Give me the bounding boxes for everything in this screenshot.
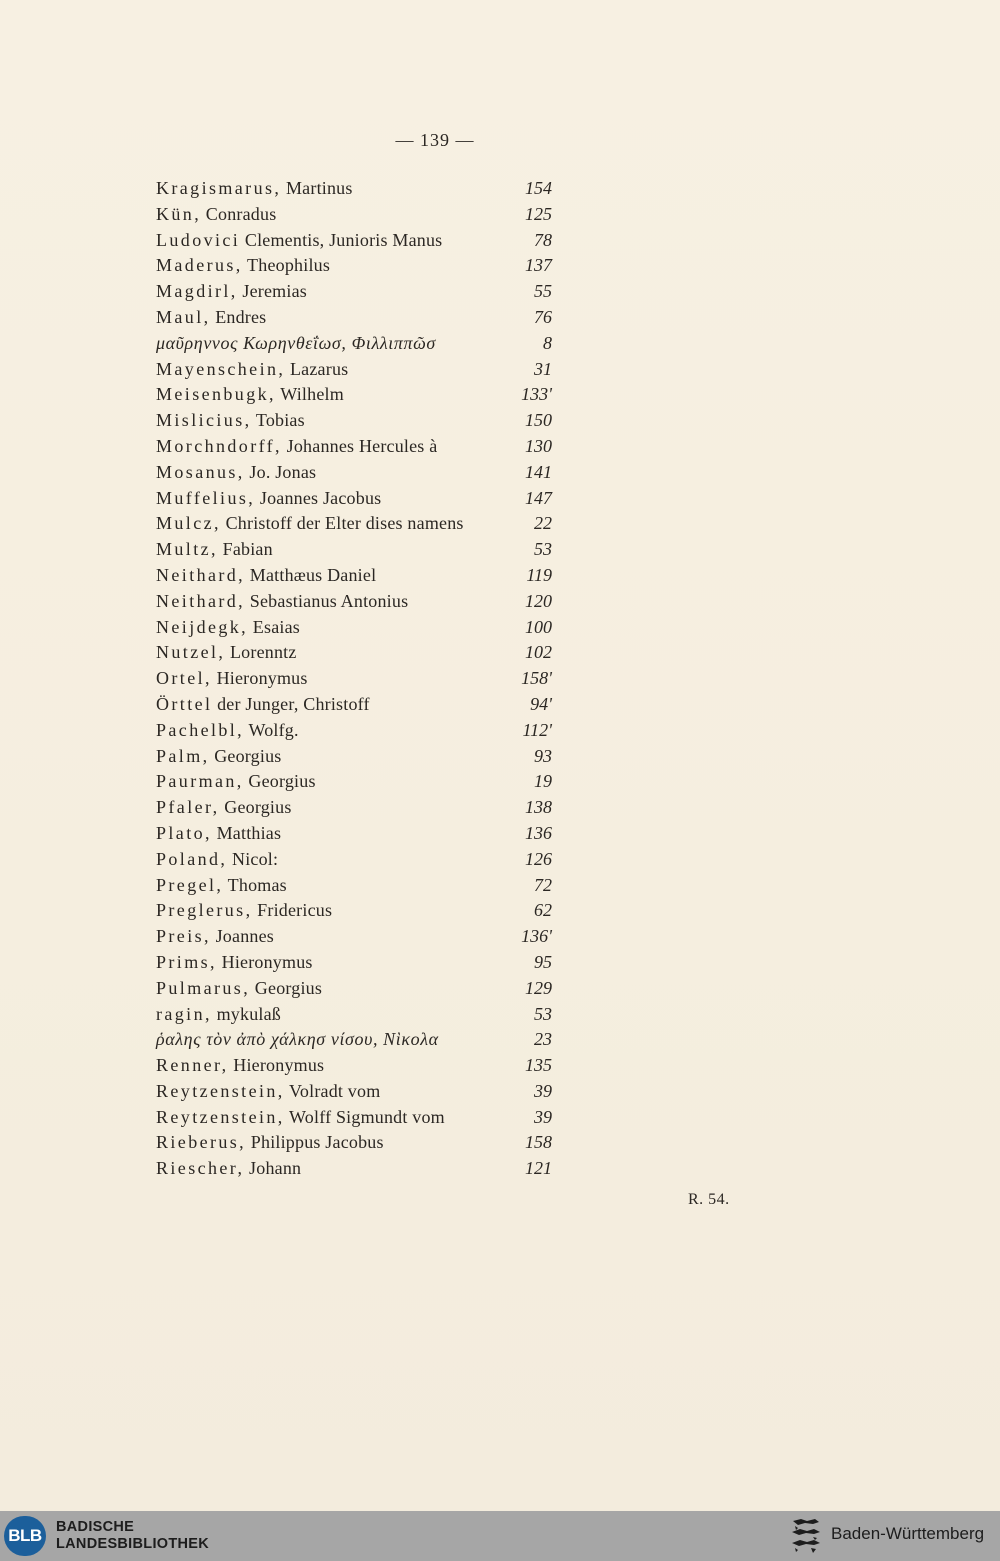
index-entry (156, 511, 556, 537)
entry-surname: ragin, (156, 1003, 212, 1024)
index-list (156, 176, 556, 1182)
entry-given-name: Georgius (209, 745, 282, 766)
entry-given-name: Joannes Jacobus (255, 487, 382, 508)
index-entry (156, 795, 556, 821)
entry-page-ref: 53 (534, 539, 552, 560)
entry-surname: Maderus, (156, 255, 243, 276)
entry-page-ref: 121 (525, 1158, 552, 1179)
index-entry (156, 873, 556, 899)
entry-surname: Renner, (156, 1055, 229, 1076)
entry-given-name: Fridericus (252, 900, 333, 921)
entry-surname: Poland, (156, 848, 228, 869)
entry-page-ref: 95 (534, 951, 552, 972)
entry-surname: Mislicius, (156, 410, 252, 431)
entry-page-ref: 78 (534, 229, 552, 250)
entry-page-ref: 94' (530, 693, 552, 714)
entry-given-name: Joannes (210, 926, 274, 947)
entry-surname: Reytzenstein, (156, 1080, 285, 1101)
entry-surname: Örttel (156, 693, 213, 714)
entry-surname: Ludovici (156, 229, 241, 250)
entry-given-name: Georgius (219, 797, 292, 818)
entry-page-ref: 55 (534, 281, 552, 302)
entry-given-name: Johann (244, 1158, 302, 1179)
entry-page-ref: 62 (534, 900, 552, 921)
index-entry (156, 847, 556, 873)
entry-surname: Morchndorff, (156, 435, 282, 456)
index-entry (156, 253, 556, 279)
entry-given-name: Wolff Sigmundt vom (284, 1106, 445, 1127)
entry-given-name: Johannes Hercules à (281, 435, 438, 456)
index-entry (156, 1156, 556, 1182)
entry-page-ref: 19 (534, 771, 552, 792)
index-entry (156, 486, 556, 512)
entry-page-ref: 135 (525, 1055, 552, 1076)
entry-given-name: Jeremias (237, 281, 307, 302)
entry-surname: Preis, (156, 926, 211, 947)
entry-page-ref: 76 (534, 306, 552, 327)
library-name[interactable] (56, 1519, 209, 1553)
index-entry (156, 640, 556, 666)
entry-given-name: mykulaß (211, 1003, 281, 1024)
entry-page-ref: 136 (525, 822, 552, 843)
entry-page-ref: 150 (525, 410, 552, 431)
entry-given-name: Nicol: (227, 848, 279, 869)
index-entry (156, 563, 556, 589)
entry-given-name: Tobias (251, 410, 305, 431)
entry-given-name: Georgius (250, 977, 323, 998)
index-entry (156, 615, 556, 641)
entry-surname: Paurman, (156, 771, 244, 792)
entry-given-name: Esaias (248, 616, 300, 637)
entry-page-ref: 39 (534, 1106, 552, 1127)
index-entry (156, 279, 556, 305)
index-entry (156, 408, 556, 434)
entry-given-name: Theophilus (242, 255, 331, 276)
entry-surname: Magdirl, (156, 281, 238, 302)
index-entry (156, 589, 556, 615)
index-entry (156, 537, 556, 563)
entry-surname: Nutzel, (156, 642, 226, 663)
index-entry (156, 950, 556, 976)
index-entry (156, 976, 556, 1002)
entry-surname: Maul, (156, 306, 211, 327)
index-entry (156, 357, 556, 383)
entry-given-name: Hieronymus (211, 668, 308, 689)
entry-page-ref: 112' (522, 719, 552, 740)
index-entry (156, 821, 556, 847)
entry-surname: Kragismarus, (156, 178, 282, 198)
index-entry (156, 692, 556, 718)
index-entry (156, 924, 556, 950)
entry-surname: Pachelbl, (156, 719, 245, 740)
entry-given-name: Lazarus (285, 358, 349, 379)
index-entry (156, 1079, 556, 1105)
entry-surname: Pfaler, (156, 797, 220, 818)
footer-bar (0, 1511, 1000, 1561)
entry-given-name: der Junger, Christoff (212, 693, 370, 714)
entry-page-ref: 133' (521, 384, 552, 405)
entry-given-name: Thomas (223, 874, 287, 895)
index-entry (156, 898, 556, 924)
entry-given-name: Lorenntz (225, 642, 297, 663)
index-entry (156, 434, 556, 460)
entry-given-name: Fabian (217, 539, 273, 560)
entry-surname: Neithard, (156, 590, 246, 611)
entry-page-ref: 39 (534, 1080, 552, 1101)
entry-surname: Pregel, (156, 874, 224, 895)
index-entry (156, 744, 556, 770)
printer-signature-mark: R. 54. (688, 1191, 730, 1208)
entry-surname: Meisenbugk, (156, 384, 276, 405)
index-entry (156, 460, 556, 486)
entry-surname: Riescher, (156, 1158, 245, 1179)
entry-given-name: Philippus Jacobus (246, 1132, 384, 1153)
index-entry (156, 769, 556, 795)
entry-given-name: Matthæus Daniel (245, 564, 377, 585)
entry-given-name: Hieronymus (228, 1055, 325, 1076)
index-entry (156, 382, 556, 408)
blb-logo[interactable]: BLB (4, 1516, 46, 1556)
index-entry (156, 1053, 556, 1079)
entry-given-name: Conradus (201, 203, 277, 224)
entry-page-ref: 125 (525, 203, 552, 224)
baden-wuerttemberg-lions-icon[interactable] (789, 1517, 823, 1555)
entry-page-ref: 93 (534, 745, 552, 766)
entry-surname: Rieberus, (156, 1132, 247, 1153)
entry-given-name: Wilhelm (275, 384, 344, 405)
entry-surname: Mosanus, (156, 461, 245, 482)
entry-surname: Neijdegk, (156, 616, 249, 637)
entry-surname: Multz, (156, 539, 218, 560)
entry-page-ref: 53 (534, 1003, 552, 1024)
baden-wuerttemberg-label[interactable]: Baden-Württemberg (831, 1524, 985, 1543)
entry-page-ref: 8 (543, 332, 552, 353)
entry-page-ref: 23 (534, 1029, 552, 1050)
entry-given-name: Wolfg. (244, 719, 299, 740)
entry-given-name: Martinus (281, 178, 353, 198)
entry-page-ref: 119 (526, 564, 552, 585)
entry-page-ref: 31 (534, 358, 552, 379)
entry-given-name: Endres (210, 306, 267, 327)
index-entry (156, 331, 556, 357)
entry-surname: Preglerus, (156, 900, 253, 921)
entry-surname: Mulcz, (156, 513, 221, 534)
entry-surname: Prims, (156, 951, 217, 972)
index-entry (156, 1105, 556, 1131)
entry-surname: Ortel, (156, 668, 212, 689)
entry-page-ref: 147 (525, 487, 552, 508)
entry-page-ref: 100 (525, 616, 552, 637)
entry-page-ref: 137 (525, 255, 552, 276)
index-entry (156, 1002, 556, 1028)
index-entry (156, 176, 556, 202)
entry-surname: Plato, (156, 822, 212, 843)
entry-surname: μαῦρηννος (156, 332, 238, 353)
entry-given-name: Hieronymus (216, 951, 313, 972)
library-name-line2: LANDESBIBLIOTHEK (56, 1536, 210, 1552)
entry-page-ref: 72 (534, 874, 552, 895)
index-entry (156, 718, 556, 744)
entry-page-ref: 130 (525, 435, 552, 456)
entry-page-ref: 141 (525, 461, 552, 482)
entry-page-ref: 158' (521, 668, 552, 689)
index-entry (156, 202, 556, 228)
entry-given-name: Κωρηνθεΐωσ, Φιλλιππῶσ (238, 332, 436, 353)
page-number: — 139 — (395, 130, 475, 150)
entry-page-ref: 120 (525, 590, 552, 611)
entry-given-name: Matthias (211, 822, 282, 843)
index-entry (156, 305, 556, 331)
entry-surname: Kün, (156, 203, 202, 224)
entry-page-ref: 136' (521, 926, 552, 947)
entry-page-ref: 129 (525, 977, 552, 998)
entry-given-name: τὸν ἀπὸ χάλκησ νίσου, Νὶκολα (201, 1029, 439, 1050)
entry-given-name: Volradt vom (284, 1080, 381, 1101)
index-entry (156, 1027, 556, 1053)
entry-surname: Pulmarus, (156, 977, 251, 998)
entry-page-ref: 154 (525, 178, 552, 198)
entry-page-ref: 138 (525, 797, 552, 818)
entry-page-ref: 158 (525, 1132, 552, 1153)
entry-surname: Mayenschein, (156, 358, 286, 379)
entry-given-name: Sebastianus Antonius (245, 590, 409, 611)
entry-page-ref: 22 (534, 513, 552, 534)
entry-surname: Muffelius, (156, 487, 256, 508)
index-entry (156, 228, 556, 254)
entry-surname: ῥαλης (156, 1029, 202, 1050)
index-entry (156, 666, 556, 692)
entry-page-ref: 126 (525, 848, 552, 869)
library-name-line1: BADISCHE (56, 1519, 135, 1535)
entry-given-name: Jo. Jonas (244, 461, 317, 482)
entry-given-name: Christoff der Elter dises namens (220, 513, 464, 534)
index-entry (156, 1130, 556, 1156)
entry-surname: Palm, (156, 745, 210, 766)
entry-surname: Reytzenstein, (156, 1106, 285, 1127)
entry-given-name: Clementis, Junioris Manus (240, 229, 443, 250)
entry-surname: Neithard, (156, 564, 246, 585)
entry-page-ref: 102 (525, 642, 552, 663)
entry-given-name: Georgius (243, 771, 316, 792)
